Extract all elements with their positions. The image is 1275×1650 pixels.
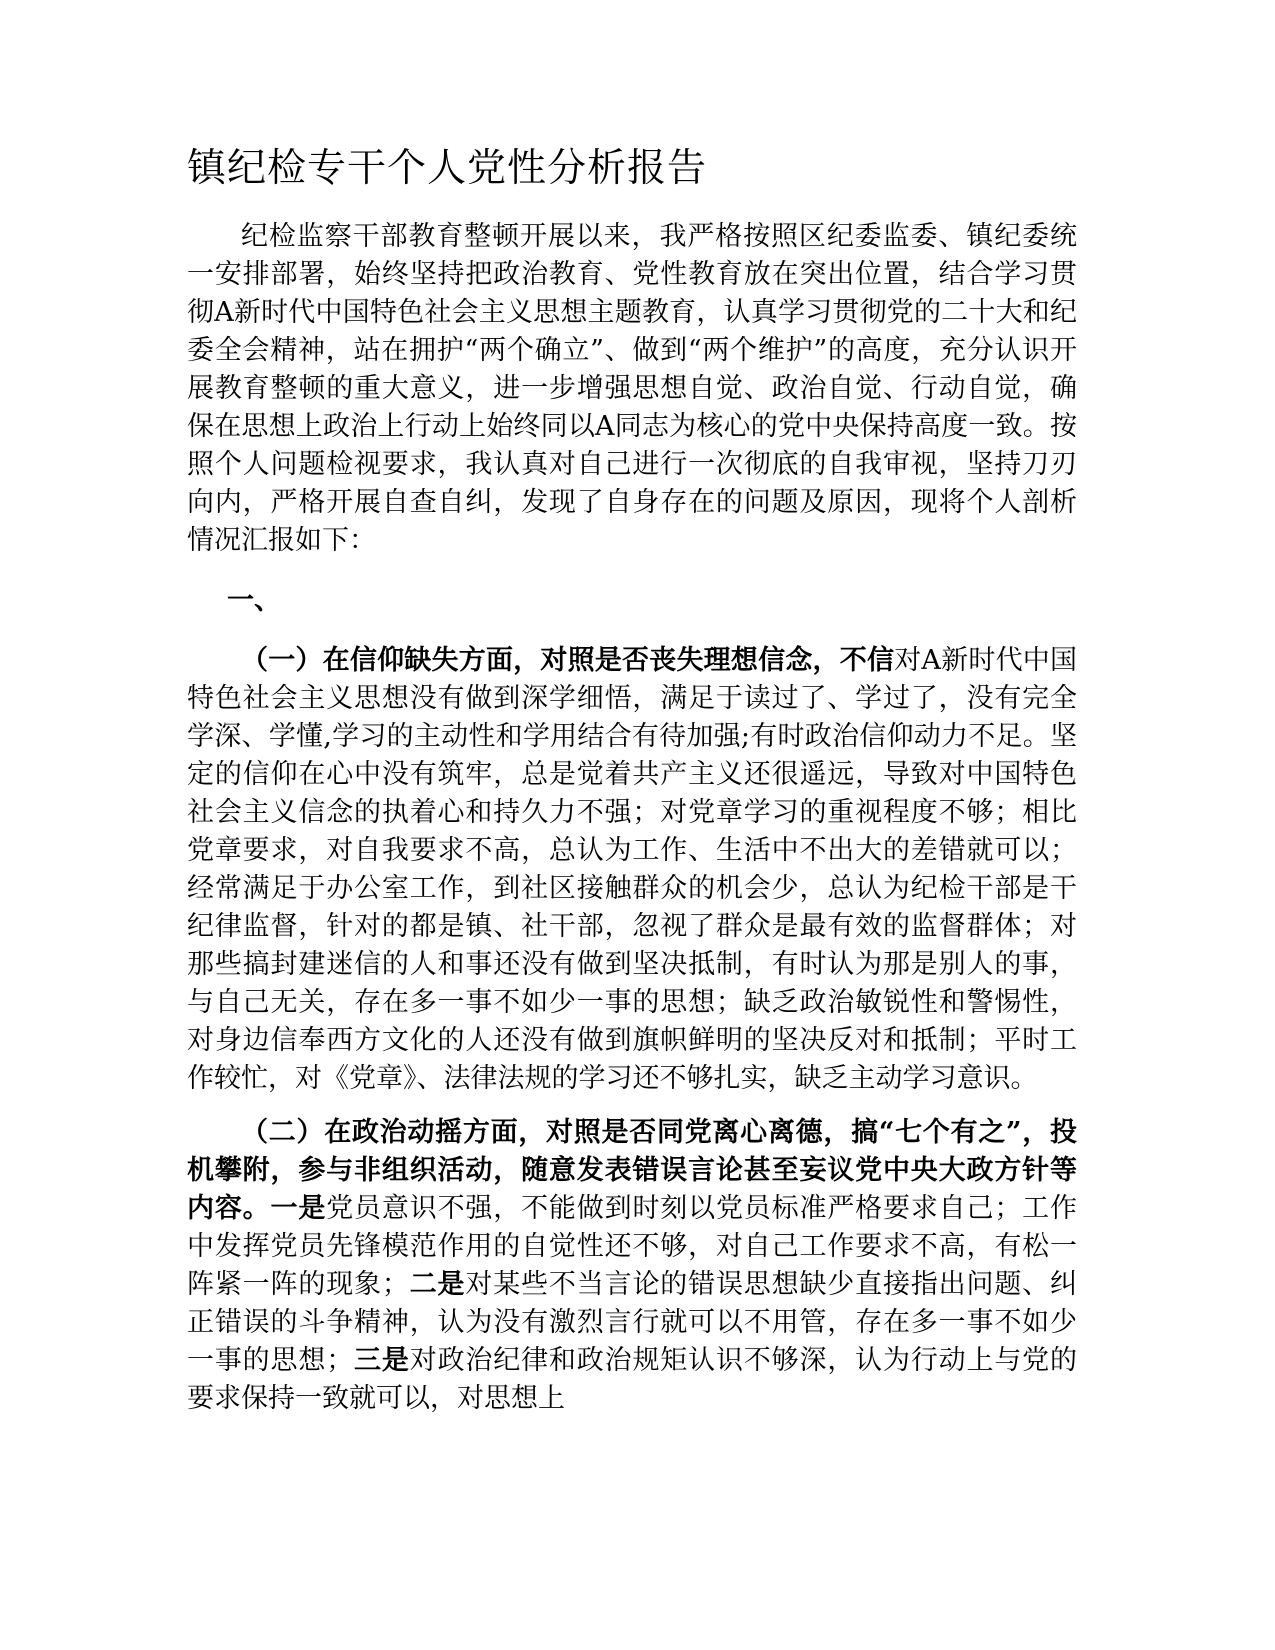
- intro-paragraph: 纪检监察干部教育整顿开展以来，我严格按照区纪委监委、镇纪委统一安排部署，始终坚持把政治教育、党性教育放在突出位置，结合学习贯彻A新时代中国特色社会主义思想主题教育，认真学习贯彻党的二十大和纪委全会精神，站在拥护“两个确立”、做到“两个维护”的高度，充分认识开展教育整顿的重大意义，进一步增强思想自觉、政治自觉、行动自觉，确保在思想上政治上行动上始终同以A同志为核心的党中央保持高度一致。按照个人问题检视要求，我认真对自己进行一次彻底的自我审视，坚持刀刃向内，严格开展自查自纠，发现了自身存在的问题及原因，现将个人剖析情况汇报如下：: [187, 221, 1077, 556]
- section-1-paragraph: [187, 642, 1077, 1098]
- point-1-label: 一是: [270, 1193, 327, 1224]
- document-title: 镇纪检专干个人党性分析报告: [187, 146, 708, 191]
- section-1-heading: （一）在信仰缺失方面，对照是否丧失理想信念，不信: [241, 645, 895, 676]
- point-1-text: 党员意识不强，不能做到时刻以党员标准严格要求自己；工作中发挥党员先锋模范作用的自觉性还不够，对自己工作要求不高，有松一阵紧一阵的现象；: [187, 1193, 1078, 1300]
- document-page: [187, 140, 1077, 1418]
- section-2-paragraph: [187, 1114, 1077, 1418]
- point-2-label: 二是: [408, 1269, 466, 1300]
- paragraph-gap: [187, 1098, 1077, 1114]
- section-heading: 一、: [227, 585, 281, 616]
- point-3-label: 三是: [353, 1345, 410, 1376]
- point-3-text: 对政治纪律和政治规矩认识不够深，认为行动上与党的要求保持一致就可以，对思想上: [187, 1345, 1078, 1414]
- section-1-text: 对A新时代中国特色社会主义思想没有做到深学细悟，满足于读过了、学过了，没有完全学深、学懂,学习的主动性和学用结合有待加强;有时政治信仰动力不足。坚定的信仰在心中没有筑牢，总是觉着共产主义还很遥远，导致对中国特色社会主义信念的执着心和持久力不强；对党章学习的重视程度不够；相比党章要求，对自我要求不高，总认为工作、生活中不出大的差错就可以；经常满足于办公室工作，到社区接触群众的机会少，总认为纪检干部是干纪律监督，针对的都是镇、社干部，忽视了群众是最有效的监督群体；对那些搞封建迷信的人和事还没有做到坚决抵制，有时认为那是别人的事，与自己无关，存在多一事不如少一事的思想；缺乏政治敏锐性和警惕性，对身边信奉西方文化的人还没有做到旗帜鲜明的坚决反对和抵制；平时工作较忙，对《党章》、法律法规的学习还不够扎实，缺乏主动学习意识。: [187, 645, 1078, 1094]
- section-2-heading: （二）在政治动摇方面，对照是否同党离心离德，搞“七个有之”，投机攀附，参与非组织活动，随意发表错误言论甚至妄议党中央大政方针等内容。: [187, 1117, 1077, 1224]
- point-2-text: 对某些不当言论的错误思想缺少直接指出问题、纠正错误的斗争精神，认为没有激烈言行就可以不用管，存在多一事不如少一事的思想；: [187, 1269, 1078, 1376]
